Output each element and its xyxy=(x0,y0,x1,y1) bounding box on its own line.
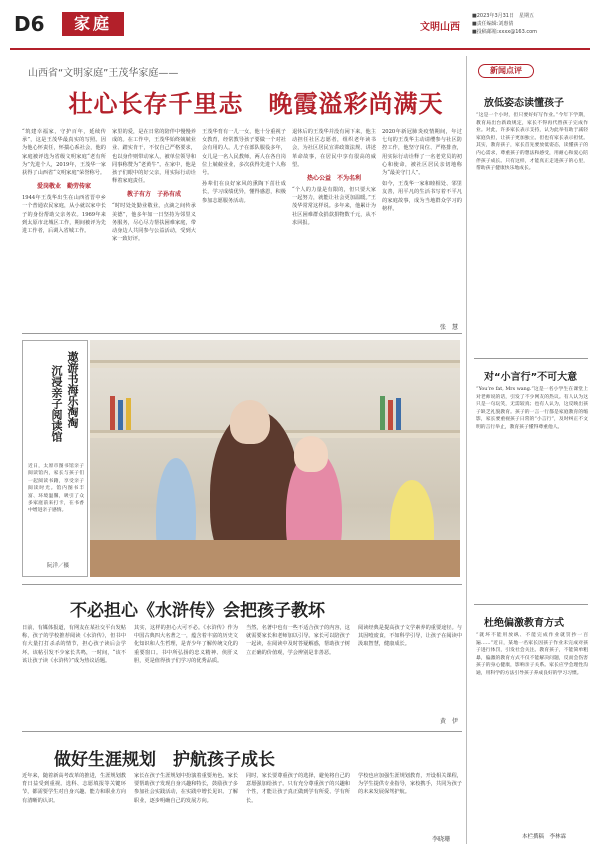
article1-column-3 xyxy=(202,128,286,328)
page-header xyxy=(10,8,590,48)
masthead: 文明山西 xyxy=(420,22,460,33)
commentary-2-title: 对“小言行”不可大意 xyxy=(484,372,578,383)
article1-column-2 xyxy=(112,128,196,328)
article1-col2-text: 家里的爱，是在日常的陪伴中慢慢养成的。在工作中，王茂华始终兢兢业业、踏实肯干，不仅自己严格要求，也以身作则带动家人，被单位领导和同事称赞为“老黄牛”。在家中，他是孩子们眼中的好父亲，用实际行动诠释着家庭责任。 xyxy=(112,129,196,185)
photo-title-line-1: 遨游书海乐淘淘 xyxy=(66,351,79,428)
commentary-badge: 新闻点评 xyxy=(478,64,534,78)
commentary-byline: 本栏撰稿 李林霖 xyxy=(522,834,567,840)
book-icon xyxy=(110,396,115,430)
photo-credit: 阮洋／摄 xyxy=(47,563,70,569)
email-line: ■投稿邮箱:xxxx@163.com xyxy=(472,29,538,35)
article2-column-4: 阅读经典是提高孩子文学素养的重要途径。与其因噎废食，不如科学引导，让孩子在阅读中汲取智慧，健康成长。 xyxy=(358,625,462,648)
issue-meta xyxy=(472,12,592,36)
article1-col3b-text: 孙辈们在良好家风的熏陶下茁壮成长，学习成绩优异，懂得感恩，积极参加志愿服务活动。 xyxy=(202,181,286,204)
bookshelf-top xyxy=(90,360,460,368)
photo-bottom-rule xyxy=(22,584,462,585)
child-face xyxy=(294,436,328,472)
article1-bottom-rule xyxy=(22,333,462,334)
commentary-1-body: “这是一个小时，但只要好好写作业。”今年下学期，教育局出台新政规定，家长不得再代替孩子完成作业。对此，许多家长表示支持，认为此举有助于减轻家庭负担，让孩子更加独立。但也有家长表示担忧。其实，教育孩子，家长首先要放低姿态，读懂孩子的内心需求，尊重孩子的想法和感受，用耐心和爱心陪伴孩子成长。只有这样，才能真正走进孩子的心里，帮助孩子健康快乐地成长。 xyxy=(476,113,588,172)
commentary-3-title: 杜绝偏激教育方式 xyxy=(484,618,564,629)
commentary-1-rule xyxy=(474,358,588,359)
book-icon xyxy=(126,398,131,430)
article3-title: 做好生涯规划 护航孩子成长 xyxy=(54,750,275,770)
article2-bottom-rule xyxy=(22,731,462,732)
editor-line: ■责任编辑:刘惠倩 xyxy=(472,21,514,27)
commentary-1-title: 放低姿态读懂孩子 xyxy=(484,98,564,109)
article2-byline: 黄 伊 xyxy=(440,718,459,725)
article3-byline: 李晓珊 xyxy=(432,836,451,843)
parent-face xyxy=(230,400,270,444)
issue-date: ■2023年3月31日 星期五 xyxy=(472,13,534,19)
reading-room-photo xyxy=(90,340,460,577)
article1-col1-text: “筑建幸福家，守护百年，延续传承”，这是王茂华最真实的写照。因为他心怀责任，怀揣心系社会，他的家庭被评选为省级文明家庭“老有所为”先进个人，2019年，王茂华一家获得了山西省“文明家庭”荣誉称号。 xyxy=(22,129,106,177)
photo-caption-box xyxy=(22,340,88,577)
article1-col1b-text: 1944年王茂华出生在山西省晋中乡一个普通农民家庭，从小就以家中长子的身份帮助父亲务农。1969年来到太原市北城区工作，期间被评为先进工作者，后调入省城工作。 xyxy=(22,195,106,235)
article1-column-5 xyxy=(382,128,462,318)
article1-column-1 xyxy=(22,128,106,328)
article1-byline: 张 慧 xyxy=(440,324,459,331)
article1-subhead-1: 爱岗敬业 勤劳传家 xyxy=(36,183,91,191)
article1-col5-text: 2020年新冠肺炎疫情期间，年过七旬的王茂华主动请缨参与社区防控工作，他坚守岗位、严格排查，用实际行动诠释了一名老党员的初心和使命，被社区居民亲切地称为“最美守门人”。 xyxy=(382,129,462,177)
right-column-divider xyxy=(466,56,467,844)
article1-column-4 xyxy=(292,128,376,328)
commentary-2-rule xyxy=(474,604,588,605)
article2-title: 不必担心《水浒传》会把孩子教坏 xyxy=(70,601,325,621)
book-icon xyxy=(396,398,401,430)
article1-col5b-text: 如今，王茂华一家和睦相处、邻里友善，用平凡的生活书写着不平凡的家庭故事，成为当地群众学习的榜样。 xyxy=(382,181,462,212)
page-number: D6 xyxy=(14,12,45,36)
article3-column-1: 近年来，随着新高考改革的推进，生涯规划教育日益受到重视。选科、志愿填报等关键环节，都需要学生对自身兴趣、能力和职业方向有清晰的认识。 xyxy=(22,773,126,804)
article1-col2b-text: “时时处处勤业敬业，点滴之间传承美德”，他多年如一日坚持为邻里义务服务，尽心尽力帮扶困难家庭，带动身边人共同参与公益活动，受到大家一致好评。 xyxy=(112,203,196,243)
commentary-2-body: “You’re fat, Mrs wang.”这是一名小学生在课堂上对老师说的话，引发了不少网友的热议。有人认为这只是一句玩笑，无需较真；也有人认为，这反映出孩子缺乏礼貌教育。孩子的一言一行都是家庭教育的缩影，家长要重视孩子日常的“小言行”，及时纠正不文明的言行举止，教育孩子懂得尊重他人。 xyxy=(476,387,588,430)
reading-table xyxy=(90,540,460,577)
book-icon xyxy=(388,400,393,430)
article2-column-2: 其实，这样的担心大可不必。《水浒传》作为中国古典四大名著之一，蕴含着丰富的历史文化知识和人生哲理，是青少年了解传统文化的重要窗口。书中所弘扬的忠义精神、侠肝义胆，更是值得孩子们学习的优秀品质。 xyxy=(134,625,238,664)
article1-subhead-3: 热心公益 不为名利 xyxy=(306,175,361,183)
article2-column-1: 日前，有媒体报道，有网友在某社交平台发帖称，孩子的学校推荐阅读《水浒传》，但书中有大量打打杀杀的情节，担心孩子读后会学坏。该帖引发不少家长共鸣，一时间，“该不该让孩子读《水浒传》”成为热议话题。 xyxy=(22,625,126,664)
article3-column-2: 家长在孩子生涯规划中扮演着重要角色。家长要帮助孩子发现自身兴趣和特长，鼓励孩子多参加社会实践活动，在实践中增长见识、了解职业，逐步明确自己的发展方向。 xyxy=(134,773,238,804)
article3-column-3: 同时，家长要尊重孩子的选择，避免将自己的意愿强加给孩子。只有充分尊重孩子的兴趣和个性，才能让孩子真正做到学有所爱、学有所长。 xyxy=(246,773,350,804)
header-divider xyxy=(10,48,590,50)
photo-title-line-2: 沉浸亲子阅读馆 xyxy=(50,365,63,442)
article1-subhead-2: 教子有方 子孙有成 xyxy=(126,191,181,199)
commentary-column xyxy=(470,58,590,844)
article3-column-4: 学校也应加强生涯规划教育，开设相关课程，为学生提供专业指导，家校携手，共同为孩子的未来发展保驾护航。 xyxy=(358,773,462,796)
article1-col4-text: 退休后的王茂华并没有闲下来，他主动担任社区志愿者，组织老年读书会，为社区居民宣讲政策法规、讲述革命故事，在居民中享有很高的威望。 xyxy=(292,129,376,168)
photo-caption: 近日，太原市图书馆亲子阅读馆内，家长与孩子们一起阅读书籍，享受亲子阅读时光。馆内图书丰富、环境温馨，吸引了众多家庭前来打卡，在书香中增进亲子感情。 xyxy=(28,464,84,514)
article1-col4b-text: “个人的力量是有限的，但只要大家一起努力，就能让社会更加温暖。”王茂华常常这样说。多年来，他累计为社区困难群众捐款捐物数千元，从不求回报。 xyxy=(292,187,376,226)
book-icon xyxy=(380,396,385,430)
article1-col3-text: 王茂华育有一儿一女，他十分重视子女教育，经常教导孩子要做一个对社会有用的人。儿子在部队服役多年，女儿是一名人民教师，两人在各自岗位上兢兢业业，多次获得先进个人称号。 xyxy=(202,129,286,177)
article1-kicker: 山西省“文明家庭”王茂华家庭—— xyxy=(28,68,179,79)
article2-column-3: 当然，名著中也有一些不适合孩子的内容，这就需要家长和老师加以引导。家长可以陪孩子一起读，在阅读中及时答疑解惑，帮助孩子树立正确的价值观，学会辨别是非善恶。 xyxy=(246,625,350,656)
commentary-3-body: “就坏不能用放纵、不能完成作业就罚抄一百遍……”近日，某地一名家长因孩子作业未完成对孩子进行体罚，引发社会关注。教育孩子，不能简单粗暴，偏激的教育方式不仅不能解决问题，反而会伤害孩子的身心健康，影响亲子关系。家长应学会理性沟通，用科学的方法引导孩子养成良好的学习习惯。 xyxy=(476,633,588,676)
section-label: 家庭 xyxy=(62,12,124,36)
article1-title: 壮心长存千里志 晚霞溢彩尚满天 xyxy=(68,90,444,118)
book-icon xyxy=(118,400,123,430)
